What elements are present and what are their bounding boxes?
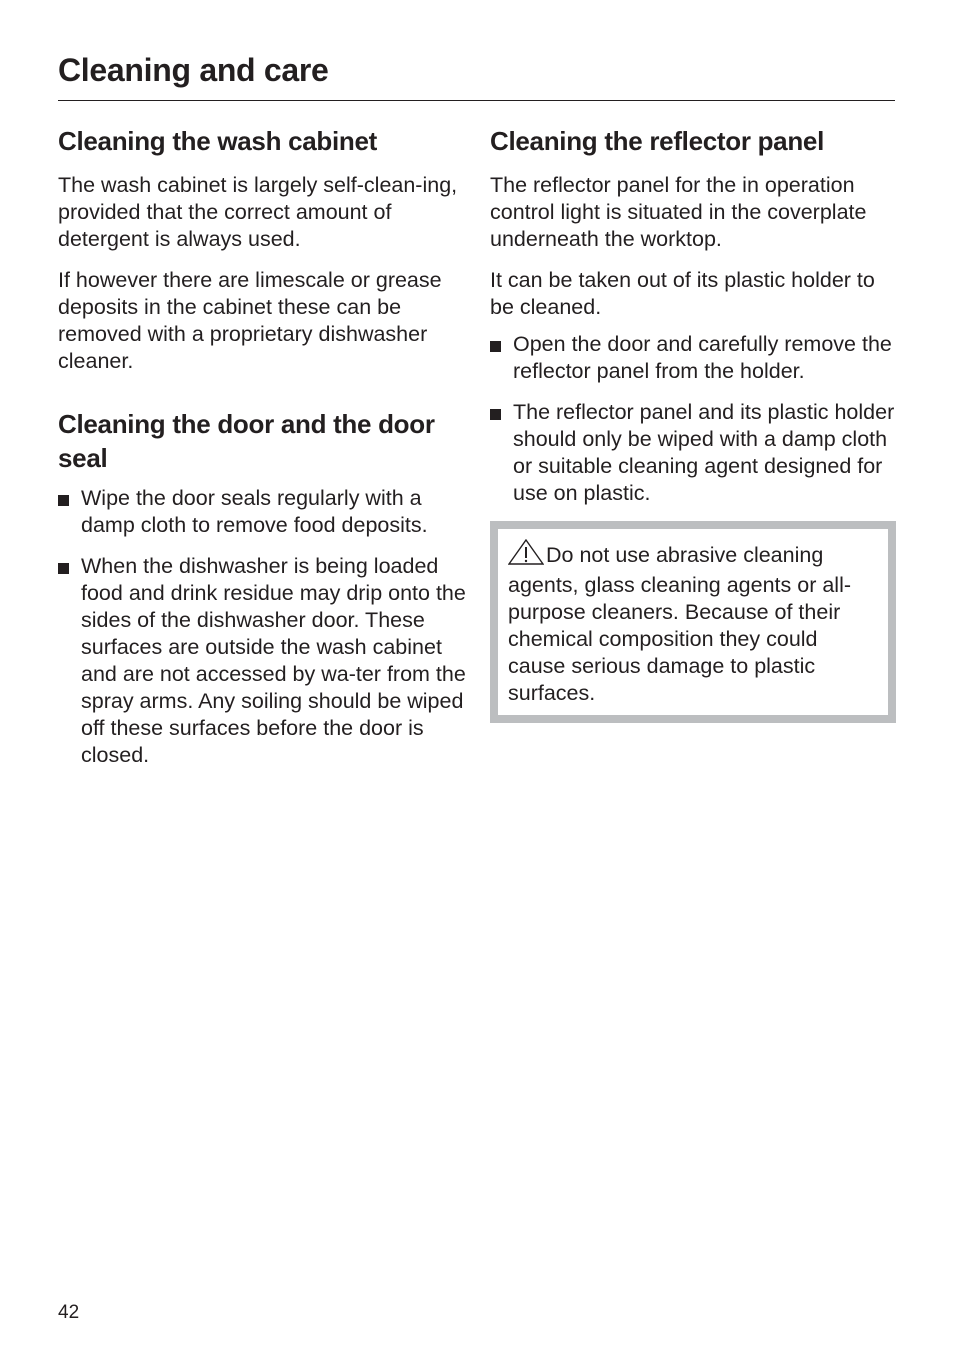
bullet-square-icon [490,341,501,352]
warning-triangle-icon [508,539,544,572]
bullet-square-icon [58,563,69,574]
reflector-bullet-list [490,331,896,507]
page-title: Cleaning and care [58,52,329,88]
warning-text: Do not use abrasive cleaning agents, glass cleaning agents or all-purpose cleaners. Because of their chemical composition they could cause serious damage to plastic surfaces. [508,543,852,705]
section-heading-reflector-panel: Cleaning the reflector panel [490,126,825,156]
left-column [58,124,466,783]
title-divider [58,100,895,101]
list-item: Open the door and carefully remove the reflector panel from the holder. [490,331,896,385]
bullet-square-icon [490,409,501,420]
paragraph-reflector-1: The reflector panel for the in operation control light is situated in the coverplate underneath the worktop. [490,173,867,251]
paragraph-reflector-2: It can be taken out of its plastic holder to be cleaned. [490,268,875,319]
right-column [490,124,896,723]
list-item: When the dishwasher is being loaded food and drink residue may drip onto the sides of the dishwasher door. These surfaces are outside the wash cabinet and are not accessed by wa-ter from the spray arms. Any soiling should be wiped off these surfaces before the door is closed. [58,553,466,769]
paragraph-wash-cabinet-2: If however there are limescale or grease deposits in the cabinet these can be removed with a proprietary dishwasher cleaner. [58,268,442,373]
page-number: 42 [58,1302,80,1323]
door-seal-bullet-list [58,485,466,769]
list-item: Wipe the door seals regularly with a damp cloth to remove food deposits. [58,485,466,539]
warning-box [490,521,896,723]
paragraph-wash-cabinet-1: The wash cabinet is largely self-clean-ing, provided that the correct amount of detergent is always used. [58,173,458,251]
section-heading-door-seal: Cleaning the door and the door seal [58,409,435,473]
bullet-square-icon [58,495,69,506]
section-heading-wash-cabinet: Cleaning the wash cabinet [58,126,378,156]
list-item: The reflector panel and its plastic holder should only be wiped with a damp cloth or suitable cleaning agent designed for use on plastic. [490,399,896,507]
